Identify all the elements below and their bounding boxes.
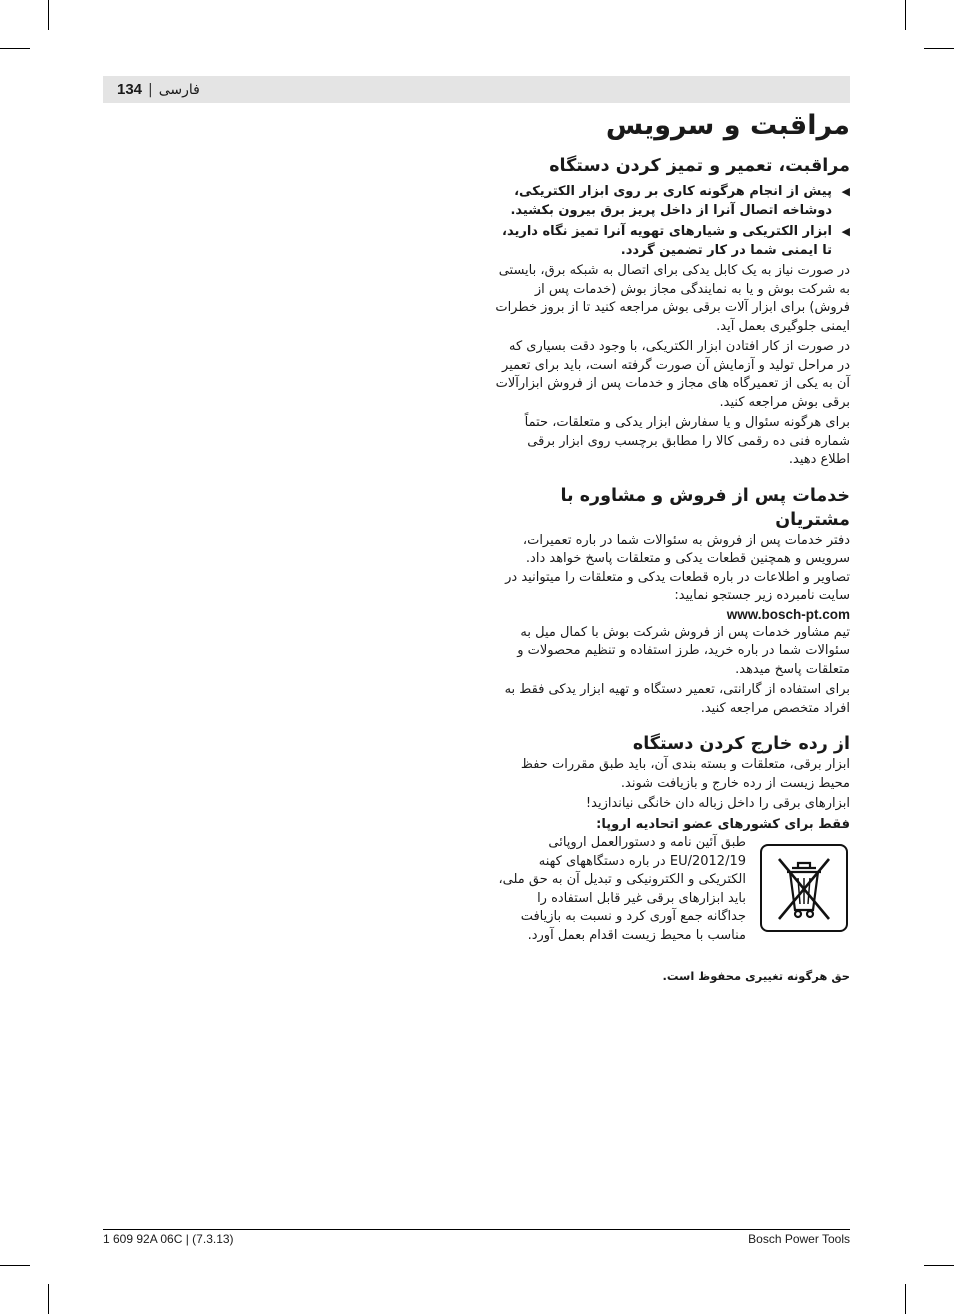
page-number: 134 [117,81,143,98]
paragraph: ابزار برقی، متعلقات و بسته بندی آن، باید طبق مقررات حفظ محیط زیست از رده خارج و بازیافت شوند. [520,757,850,791]
page-title: مراقبت و سرویس [605,110,850,141]
page-header [103,76,850,103]
footer-doc-code: 1 609 92A 06C | (7.3.13) [103,1232,234,1246]
bullet-text: پیش از انجام هرگونه کاری بر روی ابزار الکتریکی، دوشاخه اتصال آنرا از داخل پریز برق بیرون بکشید. [510,184,832,218]
footer-brand: Bosch Power Tools [748,1232,850,1246]
bullet-item [494,222,850,260]
eu-disposal-block [494,834,850,958]
website-link[interactable]: www.bosch-pt.com [726,606,850,622]
paragraph: در صورت نیاز به یک کابل یدکی برای اتصال به شبکه برق، بایستی به شرکت بوش و یا به نمایندگی مجاز بوش (خدمات پس از فروش) برای ابزار آلات برقی بوش مراجعه کنید تا از بروز خطرات ایمنی جلوگیری بعمل آید. [495,263,850,334]
crop-mark [0,1265,30,1266]
header-language: فارسی [158,81,200,98]
header-separator: | [148,81,153,98]
crop-mark [924,1265,954,1266]
paragraph: در صورت از کار افتادن ابزار الکتریکی، با وجود دقت بسیاری که در مراحل تولید و آزمایش آن صورت گرفته است، باید برای تعمیر آن به یکی از تعمیرگاه های مجاز و خدمات پس از فروش ابزارآلات برقی بوش مراجعه کنید. [495,339,850,410]
crop-mark [905,1284,906,1314]
maintenance-heading: مراقبت، تعمیر و تمیز کردن دستگاه [549,156,850,176]
bullet-arrow-icon: ◀ [841,225,850,238]
service-heading: خدمات پس از فروش و مشاوره با مشتریان [560,485,850,530]
bullet-arrow-icon: ◀ [841,185,850,198]
content-column [494,108,850,984]
eu-heading: فقط برای کشورهای عضو اتحادیه اروپا: [596,816,850,832]
paragraph: برای استفاده از گارانتی، تعمیر دستگاه و تهیه ابزار یدکی فقط به افراد متخصص مراجعه کنید. [504,682,850,716]
crop-mark [48,0,49,30]
paragraph: دفتر خدمات پس از فروش به سئوالات شما در باره تعمیرات، سرویس و همچنین قطعات یدکی و متعلقات پاسخ خواهد داد. تصاویر و اطلاعات در باره قطعات یدکی و متعلقات را میتوانید در سایت نامبرده زیر جستجو نمایید: [505,532,850,603]
paragraph: ابزارهای برقی را داخل زباله دان خانگی نیاندازید! [585,796,850,811]
footer-divider [103,1229,850,1230]
disposal-heading: از رده خارج کردن دستگاه [632,734,850,754]
paragraph: تیم مشاور خدمات پس از فروش شرکت بوش با کمال میل به سئوالات شما در باره خرید، طرز استفاده و تنظیم محصولات و متعلقات پاسخ میدهد. [517,624,850,677]
crop-mark [0,48,30,49]
crop-mark [924,48,954,49]
bullet-text: ابزار الکتریکی و شیارهای تهویه آنرا تمیز نگاه دارید، تا ایمنی شما در کار تضمین گردد. [502,224,832,258]
crop-mark [905,0,906,30]
paragraph: برای هرگونه سئوال و یا سفارش ابزار یدکی و متعلقات، حتماً شماره فنی ده رقمی کالا را مطابق برچسب روی ابزار برقی اطلاع دهید. [524,415,850,467]
crossed-out-wheelie-bin-icon [760,844,848,932]
crop-mark [48,1284,49,1314]
bullet-item [494,182,850,220]
eu-disposal-text: طبق آئین نامه و دستورالعمل اروپائی 2012/19/EU در باره دستگاههای کهنه الکتریکی و الکترونیکی و تبدیل آن به حق ملی، باید ابزارهای برقی غیر قابل استفاده را جداگانه جمع آوری کرد و نسبت به بازیافت مناسب با محیط زیست اقدام بعمل آورد. [498,835,746,943]
change-note: حق هرگونه تغییری محفوظ است. [662,969,850,983]
